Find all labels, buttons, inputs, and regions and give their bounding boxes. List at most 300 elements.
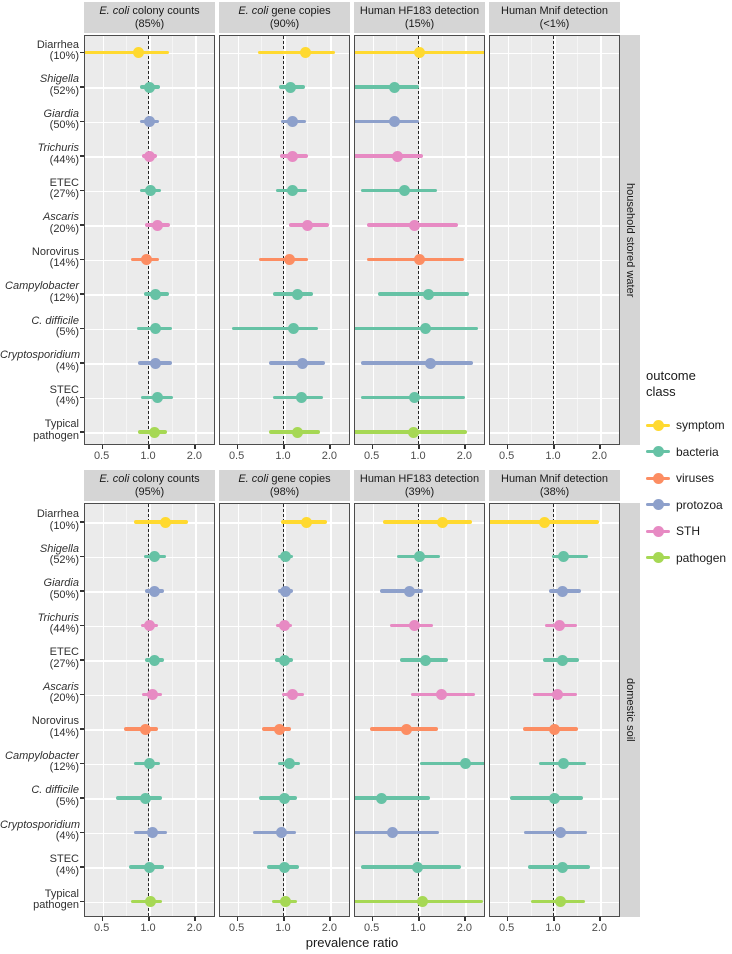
y-tick [80, 121, 84, 123]
data-point [300, 47, 311, 58]
x-tick-label: 2.0 [591, 922, 608, 934]
data-point [280, 586, 291, 597]
gridline-major [465, 504, 467, 916]
ci-line [354, 120, 419, 124]
gridline-minor [577, 36, 578, 444]
x-tick [553, 917, 555, 921]
data-point [414, 47, 425, 58]
x-tick-label: 2.0 [456, 450, 473, 462]
data-point [555, 827, 566, 838]
data-point [412, 862, 423, 873]
data-point [460, 758, 471, 769]
x-tick-label: 1.0 [545, 922, 561, 934]
facet-strip: household stored water [620, 35, 640, 445]
data-point [436, 689, 447, 700]
data-point [296, 392, 307, 403]
x-tick-label: 0.5 [228, 922, 245, 934]
data-point [409, 392, 420, 403]
data-point [539, 517, 550, 528]
data-point [140, 724, 151, 735]
reference-line [283, 504, 284, 916]
gridline-minor [577, 504, 578, 916]
data-point [558, 758, 569, 769]
gridline-major [330, 504, 332, 916]
gridline-major [195, 504, 197, 916]
data-point [280, 551, 291, 562]
x-tick-label: 0.5 [228, 450, 245, 462]
x-tick [599, 917, 601, 921]
reference-line [553, 504, 554, 916]
gridline-major [103, 504, 105, 916]
data-point [160, 517, 171, 528]
y-axis-label: Diarrhea (10%) [36, 38, 79, 62]
data-point [287, 151, 298, 162]
x-tick-label: 0.5 [363, 450, 380, 462]
y-axis-label: Diarrhea (10%) [36, 508, 79, 532]
data-point [274, 724, 285, 735]
data-point [287, 689, 298, 700]
data-point [280, 896, 291, 907]
y-axis-label: Norovirus (14%) [31, 245, 79, 269]
data-point [144, 82, 155, 93]
x-tick [283, 445, 285, 449]
data-point [152, 392, 163, 403]
x-tick-label: 2.0 [186, 450, 203, 462]
ci-line [354, 85, 419, 89]
x-tick-label: 1.0 [275, 450, 291, 462]
y-axis-label: Ascaris (20%) [42, 211, 79, 235]
x-tick [507, 445, 509, 449]
ci-line [258, 51, 335, 55]
gridline-row [490, 329, 619, 331]
data-point [279, 655, 290, 666]
data-point [552, 689, 563, 700]
panel [84, 503, 215, 917]
data-point [144, 862, 155, 873]
gridline-major [419, 36, 421, 444]
data-point [401, 724, 412, 735]
gridline-row [490, 156, 619, 158]
legend-key-icon [646, 552, 670, 564]
legend-key-dot [653, 420, 664, 431]
legend-item-label: bacteria [676, 444, 719, 459]
y-axis-label: Norovirus (14%) [31, 715, 79, 739]
legend-item [646, 518, 732, 545]
data-point [557, 862, 568, 873]
legend-key-dot [653, 499, 664, 510]
data-point [279, 793, 290, 804]
ci-line [232, 327, 318, 331]
data-point [392, 151, 403, 162]
x-tick [329, 917, 331, 921]
gridline-minor [261, 504, 262, 916]
x-axis-title: prevalence ratio [305, 935, 399, 950]
data-point [144, 151, 155, 162]
y-axis-label: Campylobacter (12%) [5, 280, 79, 304]
data-point [287, 185, 298, 196]
gridline-row [490, 398, 619, 400]
y-tick [80, 293, 84, 295]
y-axis-label: STEC (4%) [49, 853, 79, 877]
legend [646, 368, 732, 571]
data-point [284, 758, 295, 769]
x-tick-label: 0.5 [363, 922, 380, 934]
y-axis-label: Shigella (52%) [39, 542, 79, 566]
y-tick [80, 521, 84, 523]
data-point [376, 793, 387, 804]
x-tick-label: 1.0 [275, 922, 291, 934]
data-point [423, 289, 434, 300]
x-tick [148, 917, 150, 921]
x-tick [418, 445, 420, 449]
gridline-row [490, 122, 619, 124]
facet-header: Human HF183 detection (39%) [354, 470, 485, 501]
legend-key-icon [646, 499, 670, 511]
x-tick-label: 2.0 [321, 922, 338, 934]
data-point [149, 551, 160, 562]
y-tick [80, 590, 84, 592]
data-point [302, 220, 313, 231]
legend-title: outcome class [646, 368, 696, 399]
data-point [292, 427, 303, 438]
gridline-major [600, 504, 602, 916]
data-point [145, 896, 156, 907]
ci-line [361, 865, 461, 869]
panel [219, 503, 350, 917]
data-point [389, 82, 400, 93]
panel [84, 35, 215, 445]
panel [489, 503, 620, 917]
data-point [389, 116, 400, 127]
x-tick [194, 445, 196, 449]
gridline-major [330, 36, 332, 444]
y-tick [80, 832, 84, 834]
data-point [425, 358, 436, 369]
x-tick-label: 2.0 [591, 450, 608, 462]
x-tick-label: 0.5 [498, 450, 515, 462]
x-tick-label: 2.0 [321, 450, 338, 462]
y-tick [80, 52, 84, 54]
panel [354, 35, 485, 445]
data-point [141, 254, 152, 265]
x-tick [237, 445, 239, 449]
data-point [409, 620, 420, 631]
ci-line [84, 51, 169, 55]
panel [354, 503, 485, 917]
y-axis-label: Trichuris (44%) [37, 142, 79, 166]
legend-key-icon [646, 419, 670, 431]
facet-header: Human Mnif detection (<1%) [489, 2, 620, 33]
gridline-minor [396, 36, 397, 444]
x-tick [464, 445, 466, 449]
x-tick [372, 445, 374, 449]
data-point [144, 620, 155, 631]
facet-header: Human HF183 detection (15%) [354, 2, 485, 33]
gridline-minor [126, 504, 127, 916]
gridline-row [490, 432, 619, 434]
data-point [149, 427, 160, 438]
gridline-row [490, 191, 619, 193]
gridline-minor [307, 504, 308, 916]
legend-key-icon [646, 525, 670, 537]
ci-line [253, 831, 296, 835]
y-tick [80, 901, 84, 903]
legend-key-icon [646, 472, 670, 484]
y-tick [80, 763, 84, 765]
panel [219, 35, 350, 445]
legend-key-dot [653, 473, 664, 484]
y-tick [80, 625, 84, 627]
gridline-major [238, 504, 240, 916]
gridline-minor [172, 36, 173, 444]
data-point [409, 220, 420, 231]
data-point [554, 620, 565, 631]
gridline-major [195, 36, 197, 444]
data-point [276, 827, 287, 838]
gridline-major [554, 504, 556, 916]
data-point [301, 517, 312, 528]
legend-item [646, 545, 732, 572]
gridline-major [149, 504, 151, 916]
ci-line [354, 154, 423, 158]
data-point [414, 551, 425, 562]
y-tick [80, 694, 84, 696]
gridline-minor [396, 504, 397, 916]
gridline-row [490, 87, 619, 89]
ci-line [510, 796, 583, 800]
facet-header: E. coli gene copies (90%) [219, 2, 350, 33]
legend-item-label: viruses [676, 471, 715, 486]
data-point [144, 116, 155, 127]
legend-item [646, 465, 732, 492]
gridline-row [490, 225, 619, 227]
panel [489, 35, 620, 445]
ci-line [354, 327, 478, 331]
data-point [285, 82, 296, 93]
ci-line [420, 762, 485, 766]
x-tick-label: 2.0 [186, 922, 203, 934]
reference-line [418, 36, 419, 444]
gridline-major [508, 504, 510, 916]
gridline-major [373, 36, 375, 444]
data-point [284, 254, 295, 265]
gridline-minor [442, 36, 443, 444]
y-axis-label: Giardia (50%) [43, 107, 79, 131]
data-point [549, 724, 560, 735]
data-point [150, 358, 161, 369]
gridline-major [284, 504, 286, 916]
legend-item [646, 439, 732, 466]
gridline-major [419, 504, 421, 916]
gridline-major [284, 36, 286, 444]
legend-item-label: symptom [676, 418, 725, 433]
gridline-major [149, 36, 151, 444]
legend-item-label: protozoa [676, 497, 723, 512]
reference-line [283, 36, 284, 444]
y-axis-label: C. difficile (5%) [31, 314, 79, 338]
data-point [150, 289, 161, 300]
y-tick [80, 328, 84, 330]
y-axis-label: ETEC (27%) [49, 176, 79, 200]
ci-line [383, 520, 472, 524]
y-tick [80, 155, 84, 157]
y-axis-label: Cryptosporidium (4%) [0, 349, 81, 373]
ci-line [361, 361, 473, 365]
y-tick [80, 866, 84, 868]
data-point [399, 185, 410, 196]
gridline-minor [531, 36, 532, 444]
gridline-row [490, 53, 619, 55]
gridline-major [465, 36, 467, 444]
y-axis-label: Giardia (50%) [43, 577, 79, 601]
gridline-major [508, 36, 510, 444]
data-point [420, 323, 431, 334]
y-tick [80, 362, 84, 364]
data-point [557, 655, 568, 666]
facet-header: E. coli colony counts (85%) [84, 2, 215, 33]
x-tick-label: 0.5 [498, 922, 515, 934]
gridline-major [238, 36, 240, 444]
x-tick [283, 917, 285, 921]
data-point [437, 517, 448, 528]
gridline-row [220, 225, 349, 227]
legend-item [646, 412, 732, 439]
data-point [420, 655, 431, 666]
data-point [145, 185, 156, 196]
data-point [558, 551, 569, 562]
data-point [152, 220, 163, 231]
y-axis-label: Trichuris (44%) [37, 611, 79, 635]
data-point [147, 689, 158, 700]
y-tick [80, 797, 84, 799]
legend-key-dot [653, 446, 664, 457]
data-point [387, 827, 398, 838]
x-tick [372, 917, 374, 921]
x-tick [599, 445, 601, 449]
y-tick [80, 224, 84, 226]
x-tick [464, 917, 466, 921]
legend-items [646, 412, 732, 571]
legend-key-dot [653, 552, 664, 563]
data-point [417, 896, 428, 907]
gridline-major [103, 36, 105, 444]
gridline-major [554, 36, 556, 444]
x-tick-label: 2.0 [456, 922, 473, 934]
legend-key-icon [646, 446, 670, 458]
facet-header: E. coli colony counts (95%) [84, 470, 215, 501]
gridline-minor [307, 36, 308, 444]
legend-item-label: pathogen [676, 550, 727, 565]
data-point [557, 586, 568, 597]
gridline-major [373, 504, 375, 916]
data-point [149, 655, 160, 666]
ci-line [380, 589, 423, 593]
y-axis-label: Shigella (52%) [39, 73, 79, 97]
legend-key-dot [653, 526, 664, 537]
x-tick [102, 445, 104, 449]
data-point [292, 289, 303, 300]
data-point [287, 116, 298, 127]
gridline-minor [442, 504, 443, 916]
x-tick-label: 0.5 [93, 922, 110, 934]
facet-header: E. coli gene copies (98%) [219, 470, 350, 501]
x-tick-label: 1.0 [140, 450, 156, 462]
x-tick [507, 917, 509, 921]
y-axis-label: Typical pathogen [33, 887, 79, 911]
data-point [288, 323, 299, 334]
data-point [133, 47, 144, 58]
x-tick-label: 0.5 [93, 450, 110, 462]
data-point [149, 586, 160, 597]
y-tick [80, 728, 84, 730]
y-tick [80, 86, 84, 88]
data-point [549, 793, 560, 804]
y-axis-label: Ascaris (20%) [42, 680, 79, 704]
reference-line [553, 36, 554, 444]
y-tick [80, 659, 84, 661]
x-tick [194, 917, 196, 921]
x-tick [418, 917, 420, 921]
facet-header: Human Mnif detection (38%) [489, 470, 620, 501]
x-tick-label: 1.0 [140, 922, 156, 934]
y-axis-label: Cryptosporidium (4%) [0, 818, 81, 842]
data-point [140, 793, 151, 804]
data-point [408, 427, 419, 438]
y-tick [80, 190, 84, 192]
x-tick [553, 445, 555, 449]
data-point [555, 896, 566, 907]
legend-item [646, 492, 732, 519]
reference-line [148, 504, 149, 916]
y-axis-label: Campylobacter (12%) [5, 749, 79, 773]
data-point [414, 254, 425, 265]
y-axis-label: Typical pathogen [33, 418, 79, 442]
data-point [144, 758, 155, 769]
ci-line [552, 555, 588, 559]
gridline-major [600, 36, 602, 444]
data-point [297, 358, 308, 369]
facet-strip: domestic soil [620, 503, 640, 917]
x-tick-label: 1.0 [410, 450, 426, 462]
gridline-minor [531, 504, 532, 916]
data-point [147, 827, 158, 838]
gridline-row [490, 260, 619, 262]
gridline-minor [261, 36, 262, 444]
y-tick [80, 397, 84, 399]
gridline-row [490, 294, 619, 296]
y-axis-label: ETEC (27%) [49, 646, 79, 670]
y-tick [80, 259, 84, 261]
gridline-minor [126, 36, 127, 444]
x-tick [148, 445, 150, 449]
y-tick [80, 556, 84, 558]
data-point [150, 323, 161, 334]
gridline-minor [172, 504, 173, 916]
x-tick [329, 445, 331, 449]
data-point [279, 620, 290, 631]
y-tick [80, 431, 84, 433]
data-point [279, 862, 290, 873]
gridline-row [490, 363, 619, 365]
y-axis-label: STEC (4%) [49, 383, 79, 407]
reference-line [148, 36, 149, 444]
x-tick-label: 1.0 [410, 922, 426, 934]
legend-item-label: STH [676, 524, 700, 539]
x-tick [102, 917, 104, 921]
reference-line [418, 504, 419, 916]
x-tick-label: 1.0 [545, 450, 561, 462]
ci-line [354, 796, 430, 800]
